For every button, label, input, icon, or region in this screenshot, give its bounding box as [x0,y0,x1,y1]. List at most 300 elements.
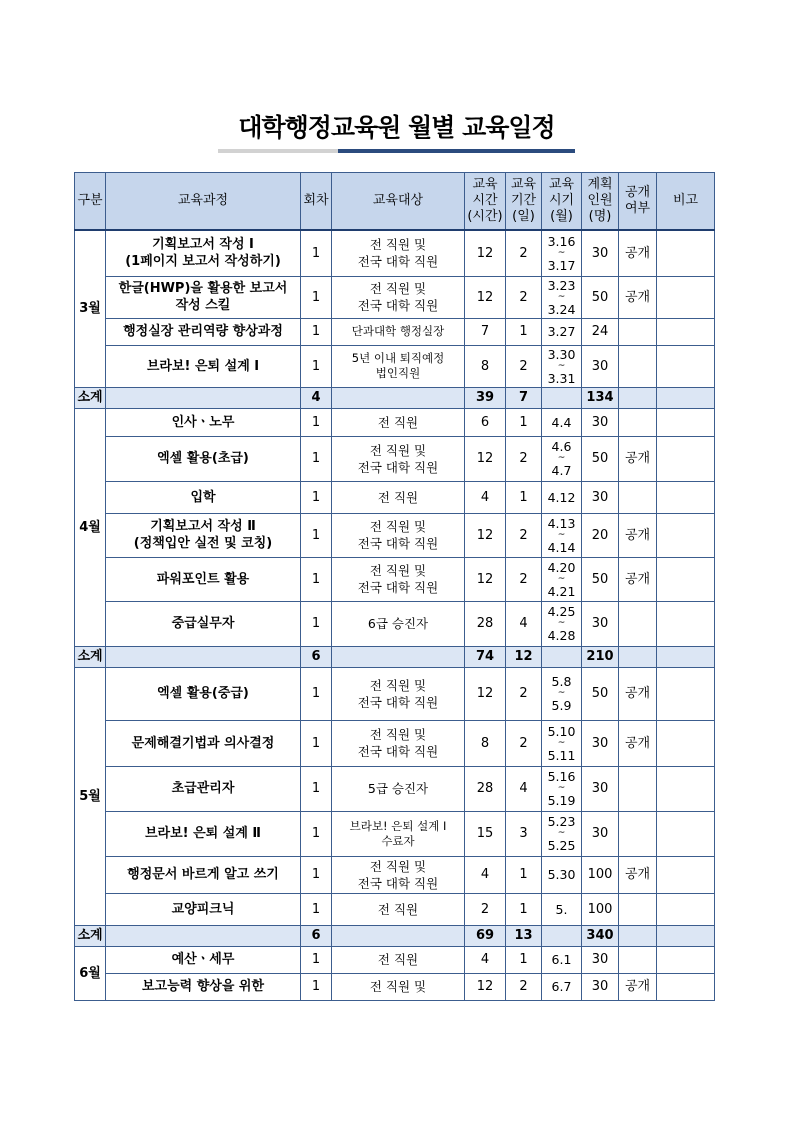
when-line: 3.24 [547,301,576,317]
round-cell: 1 [301,667,332,720]
course-line: 작성 스킬 [175,298,231,313]
open-cell [619,601,657,646]
when-line: 3.30 [547,346,576,362]
hours-cell: 12 [465,513,506,557]
subtotal-empty [332,925,465,946]
subtotal-plan: 210 [582,646,619,667]
when-line: 3.23 [547,277,576,293]
subtotal-hours: 74 [465,646,506,667]
table-row [75,766,715,811]
header-target: 교육대상 [332,173,465,231]
note-cell [657,345,715,387]
when-cell [542,276,582,318]
table-row [75,230,715,276]
target-cell [332,766,465,811]
course-cell [106,318,301,345]
note-cell [657,481,715,513]
subtotal-empty [619,925,657,946]
course-cell [106,946,301,973]
header-when [542,173,582,231]
course-line: 중급실무자 [171,616,235,631]
course-line: (정책입안 실전 및 코칭) [133,536,273,551]
when-cell [542,318,582,345]
target-cell [332,667,465,720]
title-underline-blue [338,149,575,153]
plan-cell: 30 [582,946,619,973]
target-line: 전 직원 및 [369,442,427,458]
days-cell: 1 [506,893,542,925]
open-cell [619,766,657,811]
header-hours-line: 교육 [472,177,498,192]
days-cell: 1 [506,481,542,513]
when-line: 5.11 [547,747,576,763]
note-cell [657,276,715,318]
subtotal-empty [619,387,657,408]
subtotal-days: 13 [506,925,542,946]
plan-cell: 30 [582,720,619,766]
subtotal-empty [657,387,715,408]
subtotal-plan: 134 [582,387,619,408]
subtotal-empty [542,387,582,408]
days-cell: 3 [506,811,542,856]
subtotal-empty [542,925,582,946]
when-cell [542,946,582,973]
note-cell [657,436,715,481]
when-line: ~ [557,783,566,793]
target-cell [332,973,465,1000]
note-cell [657,811,715,856]
course-line: 교양피크닉 [171,901,235,917]
target-cell [332,601,465,646]
when-line: ~ [557,618,566,628]
when-line: 4.7 [551,463,572,478]
when-line: ~ [557,291,566,302]
when-line: ~ [557,453,566,463]
hours-cell: 8 [465,720,506,766]
plan-cell: 30 [582,345,619,387]
days-cell: 2 [506,436,542,481]
when-line: ~ [557,360,566,371]
target-cell [332,230,465,276]
days-cell: 2 [506,557,542,601]
month-cell: 4월 [75,408,106,646]
open-cell [619,893,657,925]
days-cell: 2 [506,230,542,276]
when-cell [542,230,582,276]
hours-cell: 28 [465,601,506,646]
subtotal-empty [657,646,715,667]
hours-cell: 7 [465,318,506,345]
header-days [506,173,542,231]
days-cell: 2 [506,973,542,1000]
target-line: 전국 대학 직원 [357,298,439,313]
target-line: 전 직원 및 [369,281,427,296]
when-line: 3.27 [547,324,576,339]
target-cell [332,811,465,856]
plan-cell: 50 [582,667,619,720]
note-cell [657,513,715,557]
when-cell [542,667,582,720]
open-cell [619,318,657,345]
when-line: 5.25 [547,838,576,853]
header-hours-line: 시간 [472,193,498,208]
month-cell: 3월 [75,230,106,387]
round-cell: 1 [301,811,332,856]
course-cell [106,557,301,601]
note-cell [657,720,715,766]
schedule-table [74,172,715,1001]
table-row [75,856,715,893]
target-line: 전 직원 및 [369,727,427,742]
round-cell: 1 [301,601,332,646]
subtotal-hours: 39 [465,387,506,408]
open-cell: 공개 [619,436,657,481]
course-line: 행정문서 바르게 알고 쓰기 [127,867,279,882]
plan-cell: 30 [582,811,619,856]
round-cell: 1 [301,946,332,973]
hours-cell: 12 [465,230,506,276]
subtotal-hours: 69 [465,925,506,946]
course-line: 엑셀 활용(중급) [157,686,249,701]
note-cell [657,557,715,601]
when-line: 4.12 [547,489,576,505]
open-cell [619,345,657,387]
target-cell [332,557,465,601]
header-plan [582,173,619,231]
header-when-line: 교육 [548,177,575,192]
target-line: 법인직원 [375,366,421,380]
course-cell [106,345,301,387]
when-line: 4.21 [547,583,576,599]
note-cell [657,408,715,436]
note-cell [657,318,715,345]
target-cell [332,720,465,766]
course-cell [106,811,301,856]
when-cell [542,436,582,481]
subtotal-label: 소계 [75,387,106,408]
when-line: 4.4 [551,414,572,430]
table-row [75,720,715,766]
target-line: 전 직원 [377,414,419,430]
when-cell [542,893,582,925]
note-cell [657,601,715,646]
target-line: 5급 승진자 [367,781,429,796]
note-cell [657,946,715,973]
target-line: 6급 승진자 [367,616,429,631]
plan-cell: 50 [582,436,619,481]
target-cell [332,345,465,387]
when-cell [542,345,582,387]
target-cell [332,946,465,973]
when-line: 4.13 [547,515,576,531]
subtotal-round: 4 [301,387,332,408]
when-line: 4.6 [551,439,572,454]
target-line: 전 직원 [377,901,419,917]
header-note: 비고 [657,173,715,231]
hours-cell: 28 [465,766,506,811]
when-line: 5.9 [551,698,572,713]
round-cell: 1 [301,766,332,811]
table-row [75,973,715,1000]
open-cell: 공개 [619,513,657,557]
table-row [75,893,715,925]
target-line: 전국 대학 직원 [357,536,439,551]
title-underline-gray [218,149,338,153]
course-line: 기획보고서 작성 Ⅱ [150,519,256,534]
when-cell [542,766,582,811]
course-line: 인사ㆍ노무 [171,414,235,430]
when-line: 5. [555,901,568,917]
round-cell: 1 [301,513,332,557]
target-line: 전 직원 및 [369,237,427,253]
plan-cell: 24 [582,318,619,345]
round-cell: 1 [301,481,332,513]
header-plan-line: 계획 [587,177,613,192]
when-line: ~ [557,573,566,584]
table-row [75,811,715,856]
hours-cell: 8 [465,345,506,387]
course-line: 기획보고서 작성 Ⅰ [152,237,254,253]
when-line: ~ [557,247,566,258]
when-line: 4.20 [547,559,576,575]
target-cell [332,513,465,557]
plan-cell: 30 [582,230,619,276]
header-when-line: (월) [550,209,573,224]
open-cell: 공개 [619,856,657,893]
round-cell: 1 [301,436,332,481]
subtotal-empty [106,387,301,408]
target-line: 브라보! 은퇴 설계 Ⅰ [349,818,447,833]
header-days-line: 교육 [510,177,537,192]
hours-cell: 12 [465,667,506,720]
open-cell: 공개 [619,667,657,720]
days-cell: 2 [506,276,542,318]
subtotal-empty [332,387,465,408]
when-line: 5.10 [547,723,576,739]
note-cell [657,893,715,925]
note-cell [657,230,715,276]
open-cell: 공개 [619,720,657,766]
days-cell: 1 [506,318,542,345]
hours-cell: 4 [465,856,506,893]
when-line: 5.30 [547,867,576,882]
course-line: 브라보! 은퇴 설계 Ⅱ [145,826,261,841]
course-line: 브라보! 은퇴 설계 Ⅰ [146,358,260,374]
table-row [75,436,715,481]
course-cell [106,481,301,513]
plan-cell: 30 [582,973,619,1000]
course-cell [106,720,301,766]
target-line: 전 직원 및 [369,563,427,578]
days-cell: 2 [506,345,542,387]
target-cell [332,481,465,513]
subtotal-empty [619,646,657,667]
when-line: 4.25 [547,604,576,619]
note-cell [657,973,715,1000]
round-cell: 1 [301,557,332,601]
target-line: 전 직원 및 [369,677,427,693]
subtotal-label: 소계 [75,646,106,667]
target-line: 전국 대학 직원 [357,459,439,475]
target-line: 전국 대학 직원 [357,875,439,891]
days-cell: 2 [506,667,542,720]
target-cell [332,436,465,481]
open-cell [619,481,657,513]
when-line: 3.17 [547,257,576,273]
page-title: 대학행정교육원 월별 교육일정 [238,113,555,142]
round-cell: 1 [301,856,332,893]
header-hours [465,173,506,231]
target-line: 전 직원 및 [369,858,427,874]
subtotal-days: 7 [506,387,542,408]
subtotal-empty [657,925,715,946]
course-cell [106,408,301,436]
course-cell [106,766,301,811]
days-cell: 4 [506,601,542,646]
subtotal-round: 6 [301,925,332,946]
plan-cell: 100 [582,893,619,925]
when-cell [542,513,582,557]
target-line: 수료자 [381,833,415,848]
table-row [75,557,715,601]
header-plan-line: 인원 [587,193,613,208]
when-line: 5.23 [547,814,576,829]
when-line: 6.7 [551,979,572,994]
when-cell [542,811,582,856]
note-cell [657,667,715,720]
subtotal-empty [542,646,582,667]
header-open-line: 여부 [624,201,651,216]
hours-cell: 2 [465,893,506,925]
header-course: 교육과정 [106,173,301,231]
when-cell [542,856,582,893]
days-cell: 1 [506,408,542,436]
hours-cell: 15 [465,811,506,856]
table-row [75,318,715,345]
target-cell [332,318,465,345]
course-cell [106,856,301,893]
header-days-line: 기간 [510,193,537,208]
subtotal-label: 소계 [75,925,106,946]
round-cell: 1 [301,408,332,436]
when-line: 4.28 [547,628,576,643]
open-cell [619,946,657,973]
course-line: 보고능력 향상을 위한 [141,979,265,994]
subtotal-empty [106,925,301,946]
note-cell [657,856,715,893]
subtotal-empty [332,646,465,667]
course-cell [106,893,301,925]
round-cell: 1 [301,318,332,345]
subtotal-row [75,387,715,408]
header-row [75,173,715,231]
days-cell: 2 [506,720,542,766]
round-cell: 1 [301,345,332,387]
target-line: 단과대학 행정실장 [351,324,445,338]
header-open [619,173,657,231]
header-open-line: 공개 [624,185,651,200]
open-cell: 공개 [619,230,657,276]
plan-cell: 30 [582,601,619,646]
days-cell: 2 [506,513,542,557]
subtotal-row [75,925,715,946]
course-cell [106,276,301,318]
hours-cell: 12 [465,973,506,1000]
table-row [75,946,715,973]
open-cell: 공개 [619,557,657,601]
target-line: 전국 대학 직원 [357,694,439,710]
target-cell [332,276,465,318]
when-line: 5.19 [547,793,576,808]
open-cell [619,408,657,436]
when-line: 4.14 [547,539,576,555]
open-cell: 공개 [619,973,657,1000]
when-line: ~ [557,828,566,838]
header-hours-line: (시간) [467,209,503,224]
hours-cell: 12 [465,557,506,601]
round-cell: 1 [301,276,332,318]
days-cell: 1 [506,946,542,973]
table-row [75,408,715,436]
when-line: 3.31 [547,370,576,386]
target-line: 5년 이내 퇴직예정 [351,351,445,365]
course-line: 한글(HWP)을 활용한 보고서 [118,281,288,296]
when-cell [542,408,582,436]
course-line: 행정실장 관리역량 향상과정 [123,324,283,339]
when-line: ~ [557,688,566,698]
table-row [75,667,715,720]
target-line: 전 직원 [377,952,419,967]
target-line: 전 직원 [377,489,419,505]
when-cell [542,720,582,766]
table-row [75,601,715,646]
target-line: 전국 대학 직원 [357,744,439,759]
plan-cell: 30 [582,408,619,436]
plan-cell: 20 [582,513,619,557]
hours-cell: 12 [465,276,506,318]
target-cell [332,856,465,893]
plan-cell: 50 [582,557,619,601]
when-cell [542,557,582,601]
course-line: (1페이지 보고서 작성하기) [125,254,281,270]
course-cell [106,667,301,720]
when-cell [542,973,582,1000]
course-line: 예산ㆍ세무 [171,952,235,967]
when-line: 3.16 [547,233,576,249]
subtotal-plan: 340 [582,925,619,946]
header-round: 회차 [301,173,332,231]
round-cell: 1 [301,720,332,766]
subtotal-row [75,646,715,667]
course-cell [106,513,301,557]
course-cell [106,436,301,481]
when-line: ~ [557,529,566,540]
plan-cell: 30 [582,481,619,513]
header-days-line: (일) [512,209,535,224]
plan-cell: 100 [582,856,619,893]
target-line: 전 직원 및 [369,519,427,534]
round-cell: 1 [301,230,332,276]
when-line: 5.16 [547,769,576,784]
when-line: 6.1 [551,952,572,967]
target-line: 전국 대학 직원 [357,254,439,270]
subtotal-days: 12 [506,646,542,667]
target-line: 전 직원 및 [369,979,427,994]
course-line: 초급관리자 [171,781,235,796]
subtotal-round: 6 [301,646,332,667]
when-line: 5.8 [551,674,572,689]
month-cell: 6월 [75,946,106,1000]
